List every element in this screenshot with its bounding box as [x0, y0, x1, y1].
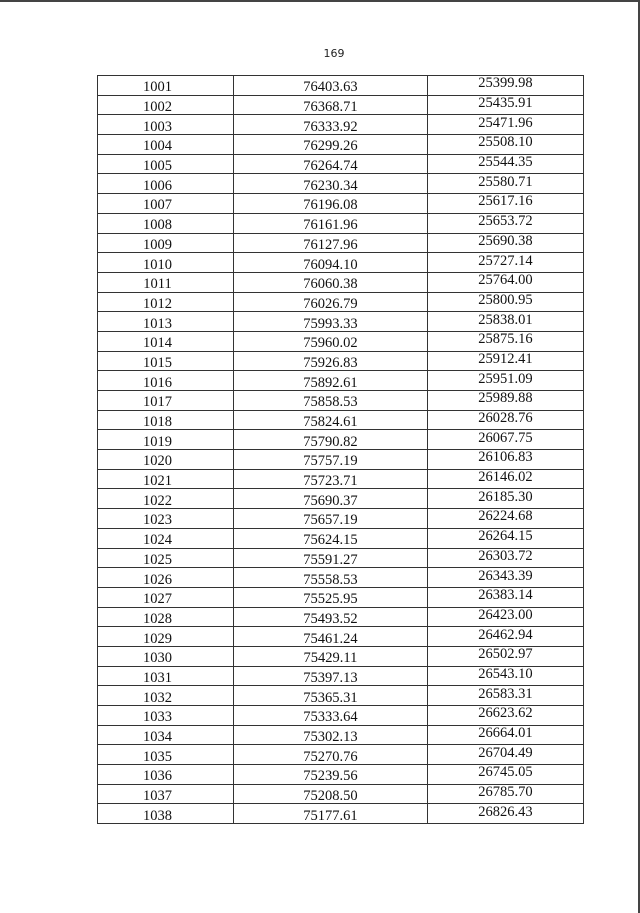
cell-text: 25544.35 — [478, 154, 533, 171]
id-cell — [98, 587, 234, 607]
cell-text: 26383.14 — [478, 587, 533, 604]
cell-text: 75892.61 — [303, 374, 358, 391]
scan-edge-top — [0, 0, 640, 2]
data-table — [97, 75, 584, 824]
cell-text: 75333.64 — [303, 709, 358, 726]
id-cell — [98, 410, 234, 430]
cell-text: 1014 — [143, 335, 173, 352]
value-b-cell — [427, 509, 583, 529]
cell-text: 75397.13 — [303, 669, 358, 686]
cell-text: 1027 — [143, 591, 173, 608]
id-cell — [98, 253, 234, 273]
cell-text: 75926.83 — [303, 354, 358, 371]
cell-text: 75493.52 — [303, 610, 358, 627]
id-cell — [98, 607, 234, 627]
value-b-cell — [427, 154, 583, 174]
table-row — [98, 371, 584, 391]
cell-text: 1036 — [143, 768, 173, 785]
id-cell — [98, 745, 234, 765]
cell-text: 1034 — [143, 729, 173, 746]
value-a-cell — [234, 725, 428, 745]
cell-text: 1030 — [143, 650, 173, 667]
table-row — [98, 489, 584, 509]
value-a-cell — [234, 568, 428, 588]
value-a-cell — [234, 489, 428, 509]
cell-text: 26623.62 — [478, 705, 533, 722]
cell-text: 1012 — [143, 295, 173, 312]
value-b-cell — [427, 174, 583, 194]
cell-text: 1006 — [143, 177, 173, 194]
cell-text: 26106.83 — [478, 449, 533, 466]
table-row — [98, 76, 584, 96]
value-b-cell — [427, 646, 583, 666]
table-body — [98, 76, 584, 824]
cell-text: 76403.63 — [303, 79, 358, 96]
cell-text: 1003 — [143, 118, 173, 135]
value-a-cell — [234, 706, 428, 726]
id-cell — [98, 312, 234, 332]
value-a-cell — [234, 272, 428, 292]
value-b-cell — [427, 587, 583, 607]
id-cell — [98, 233, 234, 253]
table-row — [98, 725, 584, 745]
cell-text: 26303.72 — [478, 547, 533, 564]
value-b-cell — [427, 450, 583, 470]
cell-text: 76026.79 — [303, 295, 358, 312]
table-row — [98, 95, 584, 115]
value-a-cell — [234, 784, 428, 804]
cell-text: 1026 — [143, 571, 173, 588]
cell-text: 25580.71 — [478, 173, 533, 190]
cell-text: 25912.41 — [478, 350, 533, 367]
cell-text: 76333.92 — [303, 118, 358, 135]
cell-text: 75429.11 — [303, 650, 358, 667]
value-a-cell — [234, 607, 428, 627]
table-row — [98, 194, 584, 214]
id-cell — [98, 371, 234, 391]
page-number: 169 — [323, 47, 345, 60]
value-a-cell — [234, 312, 428, 332]
cell-text: 1024 — [143, 532, 173, 549]
value-a-cell — [234, 391, 428, 411]
cell-text: 75525.95 — [303, 591, 358, 608]
cell-text: 25764.00 — [478, 272, 533, 289]
table-row — [98, 430, 584, 450]
id-cell — [98, 509, 234, 529]
table-row — [98, 410, 584, 430]
value-a-cell — [234, 135, 428, 155]
id-cell — [98, 351, 234, 371]
cell-text: 1007 — [143, 197, 173, 214]
table-row — [98, 154, 584, 174]
cell-text: 75790.82 — [303, 433, 358, 450]
table-row — [98, 115, 584, 135]
value-a-cell — [234, 627, 428, 647]
cell-text: 26343.39 — [478, 567, 533, 584]
value-b-cell — [427, 410, 583, 430]
cell-text: 75558.53 — [303, 571, 358, 588]
id-cell — [98, 725, 234, 745]
id-cell — [98, 292, 234, 312]
id-cell — [98, 548, 234, 568]
cell-text: 26826.43 — [478, 803, 533, 820]
table-row — [98, 548, 584, 568]
id-cell — [98, 804, 234, 824]
cell-text: 1035 — [143, 748, 173, 765]
cell-text: 1021 — [143, 473, 173, 490]
value-a-cell — [234, 351, 428, 371]
cell-text: 1018 — [143, 414, 173, 431]
id-cell — [98, 213, 234, 233]
cell-text: 1001 — [143, 79, 173, 96]
table-row — [98, 469, 584, 489]
cell-text: 1031 — [143, 669, 173, 686]
value-b-cell — [427, 194, 583, 214]
cell-text: 1010 — [143, 256, 173, 273]
table-row — [98, 568, 584, 588]
cell-text: 75690.37 — [303, 492, 358, 509]
value-b-cell — [427, 666, 583, 686]
value-b-cell — [427, 115, 583, 135]
cell-text: 25690.38 — [478, 232, 533, 249]
value-a-cell — [234, 450, 428, 470]
cell-text: 25471.96 — [478, 114, 533, 131]
id-cell — [98, 272, 234, 292]
value-b-cell — [427, 76, 583, 96]
cell-text: 26502.97 — [478, 646, 533, 663]
id-cell — [98, 194, 234, 214]
cell-text: 25653.72 — [478, 213, 533, 230]
value-a-cell — [234, 292, 428, 312]
cell-text: 75960.02 — [303, 335, 358, 352]
value-b-cell — [427, 725, 583, 745]
cell-text: 26224.68 — [478, 508, 533, 525]
value-b-cell — [427, 627, 583, 647]
id-cell — [98, 784, 234, 804]
table-row — [98, 784, 584, 804]
value-a-cell — [234, 430, 428, 450]
value-b-cell — [427, 745, 583, 765]
table-row — [98, 253, 584, 273]
value-b-cell — [427, 312, 583, 332]
value-b-cell — [427, 135, 583, 155]
id-cell — [98, 135, 234, 155]
cell-text: 1038 — [143, 807, 173, 824]
value-a-cell — [234, 745, 428, 765]
table-row — [98, 745, 584, 765]
id-cell — [98, 646, 234, 666]
id-cell — [98, 765, 234, 785]
value-b-cell — [427, 489, 583, 509]
cell-text: 75208.50 — [303, 788, 358, 805]
id-cell — [98, 95, 234, 115]
table-row — [98, 607, 584, 627]
table-row — [98, 706, 584, 726]
cell-text: 26462.94 — [478, 626, 533, 643]
value-a-cell — [234, 233, 428, 253]
cell-text: 26264.15 — [478, 528, 533, 545]
id-cell — [98, 430, 234, 450]
cell-text: 1037 — [143, 788, 173, 805]
id-cell — [98, 154, 234, 174]
cell-text: 75858.53 — [303, 394, 358, 411]
value-b-cell — [427, 351, 583, 371]
id-cell — [98, 568, 234, 588]
cell-text: 75993.33 — [303, 315, 358, 332]
table-row — [98, 292, 584, 312]
value-b-cell — [427, 233, 583, 253]
cell-text: 1019 — [143, 433, 173, 450]
cell-text: 76368.71 — [303, 99, 358, 116]
table-row — [98, 391, 584, 411]
id-cell — [98, 686, 234, 706]
cell-text: 76060.38 — [303, 276, 358, 293]
id-cell — [98, 391, 234, 411]
cell-text: 1008 — [143, 217, 173, 234]
id-cell — [98, 450, 234, 470]
table-row — [98, 587, 584, 607]
cell-text: 26028.76 — [478, 410, 533, 427]
cell-text: 25951.09 — [478, 370, 533, 387]
value-a-cell — [234, 646, 428, 666]
value-a-cell — [234, 410, 428, 430]
cell-text: 75461.24 — [303, 630, 358, 647]
cell-text: 1016 — [143, 374, 173, 391]
value-a-cell — [234, 253, 428, 273]
cell-text: 26423.00 — [478, 606, 533, 623]
cell-text: 1022 — [143, 492, 173, 509]
value-a-cell — [234, 154, 428, 174]
value-a-cell — [234, 95, 428, 115]
cell-text: 75302.13 — [303, 729, 358, 746]
id-cell — [98, 174, 234, 194]
value-b-cell — [427, 469, 583, 489]
value-a-cell — [234, 469, 428, 489]
cell-text: 1004 — [143, 138, 173, 155]
cell-text: 75177.61 — [303, 807, 358, 824]
cell-text: 26067.75 — [478, 429, 533, 446]
cell-text: 76230.34 — [303, 177, 358, 194]
value-a-cell — [234, 528, 428, 548]
value-a-cell — [234, 765, 428, 785]
cell-text: 76161.96 — [303, 217, 358, 234]
cell-text: 75757.19 — [303, 453, 358, 470]
value-b-cell — [427, 548, 583, 568]
table-row — [98, 450, 584, 470]
table-row — [98, 213, 584, 233]
cell-text: 1017 — [143, 394, 173, 411]
cell-text: 1020 — [143, 453, 173, 470]
cell-text: 25617.16 — [478, 193, 533, 210]
cell-text: 75270.76 — [303, 748, 358, 765]
table-row — [98, 646, 584, 666]
cell-text: 25800.95 — [478, 291, 533, 308]
value-a-cell — [234, 548, 428, 568]
cell-text: 75591.27 — [303, 551, 358, 568]
cell-text: 1023 — [143, 512, 173, 529]
cell-text: 1009 — [143, 236, 173, 253]
value-b-cell — [427, 331, 583, 351]
value-b-cell — [427, 371, 583, 391]
cell-text: 75723.71 — [303, 473, 358, 490]
cell-text: 75824.61 — [303, 414, 358, 431]
value-b-cell — [427, 95, 583, 115]
value-a-cell — [234, 666, 428, 686]
id-cell — [98, 469, 234, 489]
value-a-cell — [234, 194, 428, 214]
value-b-cell — [427, 430, 583, 450]
table-row — [98, 627, 584, 647]
table-row — [98, 666, 584, 686]
value-a-cell — [234, 371, 428, 391]
table-row — [98, 686, 584, 706]
cell-text: 26745.05 — [478, 764, 533, 781]
table-row — [98, 272, 584, 292]
value-a-cell — [234, 115, 428, 135]
cell-text: 75657.19 — [303, 512, 358, 529]
value-b-cell — [427, 607, 583, 627]
table-row — [98, 509, 584, 529]
table-row — [98, 765, 584, 785]
id-cell — [98, 528, 234, 548]
value-a-cell — [234, 587, 428, 607]
value-b-cell — [427, 292, 583, 312]
value-b-cell — [427, 784, 583, 804]
cell-text: 26785.70 — [478, 784, 533, 801]
cell-text: 75365.31 — [303, 689, 358, 706]
table-row — [98, 331, 584, 351]
cell-text: 26146.02 — [478, 469, 533, 486]
id-cell — [98, 76, 234, 96]
value-a-cell — [234, 804, 428, 824]
cell-text: 1025 — [143, 551, 173, 568]
cell-text: 1015 — [143, 354, 173, 371]
value-a-cell — [234, 174, 428, 194]
cell-text: 76299.26 — [303, 138, 358, 155]
cell-text: 1002 — [143, 99, 173, 116]
value-b-cell — [427, 391, 583, 411]
cell-text: 25508.10 — [478, 134, 533, 151]
value-b-cell — [427, 272, 583, 292]
value-a-cell — [234, 331, 428, 351]
value-b-cell — [427, 253, 583, 273]
value-a-cell — [234, 509, 428, 529]
value-a-cell — [234, 213, 428, 233]
cell-text: 76094.10 — [303, 256, 358, 273]
cell-text: 25838.01 — [478, 311, 533, 328]
value-a-cell — [234, 76, 428, 96]
cell-text: 76264.74 — [303, 158, 358, 175]
cell-text: 1011 — [143, 276, 172, 293]
value-b-cell — [427, 213, 583, 233]
cell-text: 1033 — [143, 709, 173, 726]
cell-text: 26664.01 — [478, 725, 533, 742]
cell-text: 26543.10 — [478, 665, 533, 682]
cell-text: 25989.88 — [478, 390, 533, 407]
cell-text: 1029 — [143, 630, 173, 647]
cell-text: 1028 — [143, 610, 173, 627]
cell-text: 76196.08 — [303, 197, 358, 214]
value-b-cell — [427, 686, 583, 706]
table-row — [98, 312, 584, 332]
cell-text: 25875.16 — [478, 331, 533, 348]
cell-text: 25399.98 — [478, 75, 533, 92]
table-row — [98, 233, 584, 253]
cell-text: 1032 — [143, 689, 173, 706]
table-row — [98, 351, 584, 371]
id-cell — [98, 627, 234, 647]
table-row — [98, 528, 584, 548]
cell-text: 1005 — [143, 158, 173, 175]
cell-text: 26583.31 — [478, 685, 533, 702]
cell-text: 25727.14 — [478, 252, 533, 269]
id-cell — [98, 331, 234, 351]
value-b-cell — [427, 568, 583, 588]
value-b-cell — [427, 528, 583, 548]
table-row — [98, 135, 584, 155]
cell-text: 25435.91 — [478, 95, 533, 112]
cell-text: 1013 — [143, 315, 173, 332]
id-cell — [98, 489, 234, 509]
id-cell — [98, 115, 234, 135]
cell-text: 75624.15 — [303, 532, 358, 549]
value-b-cell — [427, 804, 583, 824]
id-cell — [98, 706, 234, 726]
value-b-cell — [427, 706, 583, 726]
value-a-cell — [234, 686, 428, 706]
table-row — [98, 174, 584, 194]
cell-text: 26185.30 — [478, 488, 533, 505]
cell-text: 75239.56 — [303, 768, 358, 785]
value-b-cell — [427, 765, 583, 785]
table-row — [98, 804, 584, 824]
cell-text: 26704.49 — [478, 744, 533, 761]
cell-text: 76127.96 — [303, 236, 358, 253]
id-cell — [98, 666, 234, 686]
